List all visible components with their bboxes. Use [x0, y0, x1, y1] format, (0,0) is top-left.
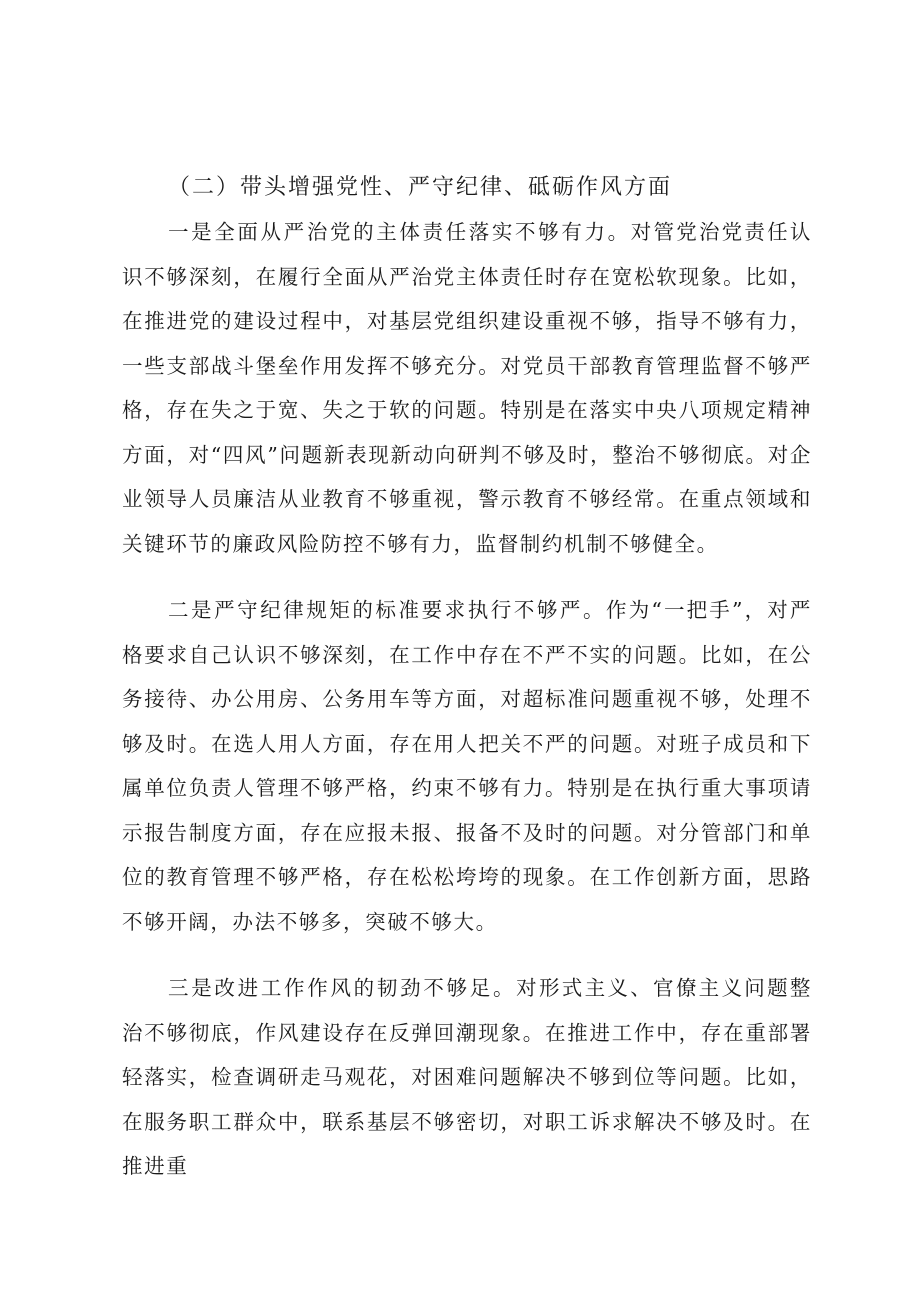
paragraph-1-lead: 一是全面从严治党的主体责任落实不够有力。	[168, 220, 631, 244]
paragraph-3-lead: 三是改进工作作风的韧劲不够足。	[168, 976, 517, 1000]
paragraph-1-body: 对管党治党责任认识不够深刻，在履行全面从严治党主体责任时存在宽松软现象。比如，在推进党的建设过程中，对基层党组织建设重视不够，指导不够有力，一些支部战斗堡垒作用发挥不够充分。对党员干部教育管理监督不够严格，存在失之于宽、失之于软的问题。特别是在落实中央八项规定精神方面，对“四风”问题新表现新动向研判不够及时，整治不够彻底。对企业领导人员廉洁从业教育不够重视，警示教育不够经常。在重点领域和关键环节的廉政风险防控不够有力，监督制约机制不够健全。	[122, 220, 812, 556]
section-heading: （二）带头增强党性、严守纪律、砥砺作风方面	[168, 175, 673, 200]
paragraph-2-body: 作为“一把手”，对严格要求自己认识不够深刻，在工作中存在不严不实的问题。比如，在公务接待、办公用房、公务用车等方面，对超标准问题重视不够，处理不够及时。在选人用人方面，存在用人把关不严的问题。对班子成员和下属单位负责人管理不够严格，约束不够有力。特别是在执行重大事项请示报告制度方面，存在应报未报、报备不及时的问题。对分管部门和单位的教育管理不够严格，存在松松垮垮的现象。在工作创新方面，思路不够开阔，办法不够多，突破不够大。	[122, 598, 812, 934]
paragraph-3	[122, 966, 812, 1189]
paragraph-2-lead: 二是严守纪律规矩的标准要求执行不够严。	[168, 598, 607, 622]
paragraph-3-body: 对形式主义、官僚主义问题整治不够彻底，作风建设存在反弹回潮现象。在推进工作中，存在重部署轻落实，检查调研走马观花，对困难问题解决不够到位等问题。比如，在服务职工群众中，联系基层不够密切，对职工诉求解决不够及时。在推进重	[122, 976, 812, 1178]
paragraph-1	[122, 210, 812, 566]
paragraph-2	[122, 588, 812, 944]
